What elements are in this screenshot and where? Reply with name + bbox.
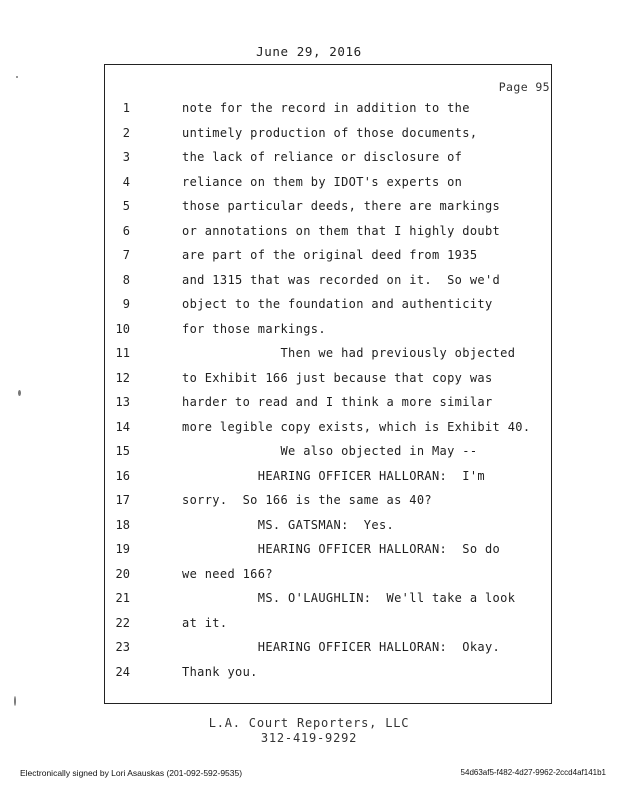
scan-speck [14,696,16,706]
line-text: HEARING OFFICER HALLORAN: Okay. [182,640,501,654]
line-text: We also objected in May -- [182,444,478,458]
line-text: HEARING OFFICER HALLORAN: So do [182,542,501,556]
line-number: 2 [122,125,130,140]
transcript-line [104,319,552,339]
transcript-line [104,515,552,535]
transcript-date: June 29, 2016 [256,44,362,59]
line-number: 10 [115,321,130,336]
line-text: object to the foundation and authenticity [182,297,493,311]
line-number: 11 [115,346,130,360]
transcript-line [104,196,552,216]
line-text: MS. O'LAUGHLIN: We'll take a look [182,591,516,605]
line-text: more legible copy exists, which is Exhibit 40. [182,419,531,434]
line-number: 4 [122,174,130,189]
transcript-line [104,147,552,167]
line-text: note for the record in addition to the [182,101,470,115]
transcript-line [104,564,552,584]
line-text: harder to read and I think a more similar [182,395,493,409]
line-text: for those markings. [182,321,326,336]
line-text: untimely production of those documents, [182,125,478,140]
scan-speck [16,76,18,78]
court-reporter-name: L.A. Court Reporters, LLC [208,716,410,730]
line-number: 7 [122,248,130,262]
transcript-line [104,98,552,118]
line-number: 24 [115,664,130,679]
transcript-line [104,466,552,486]
line-number: 14 [115,419,130,434]
line-text: reliance on them by IDOT's experts on [182,174,463,189]
line-number: 15 [115,444,130,458]
transcript-line [104,490,552,510]
line-text: those particular deeds, there are markings [182,199,501,213]
line-number: 23 [115,640,130,654]
transcript-line [104,588,552,608]
line-number: 3 [122,150,130,164]
transcript-line [104,123,552,143]
line-number: 16 [115,468,130,483]
line-number: 9 [122,297,130,311]
line-text: are part of the original deed from 1935 [182,248,478,262]
transcript-line [104,392,552,412]
line-number: 19 [115,542,130,556]
scan-speck [18,390,21,396]
page-number: Page 95 [498,80,550,94]
line-number: 20 [115,566,130,581]
line-number: 5 [122,199,130,213]
line-text: the lack of reliance or disclosure of [182,150,463,164]
line-text: or annotations on them that I highly doubt [182,223,501,238]
line-text: and 1315 that was recorded on it. So we'd [182,272,501,287]
line-text: to Exhibit 166 just because that copy was [182,370,493,385]
court-reporter-phone: 312-419-9292 [260,731,358,745]
transcript-line [104,417,552,437]
transcript-line [104,613,552,633]
line-number: 17 [115,493,130,507]
line-text: MS. GATSMAN: Yes. [182,517,395,532]
transcript-line [104,637,552,657]
transcript-line [104,441,552,461]
line-number: 6 [122,223,130,238]
transcript-line [104,662,552,682]
line-text: we need 166? [182,566,273,581]
line-text: HEARING OFFICER HALLORAN: I'm [182,468,485,483]
transcript-line [104,270,552,290]
line-text: sorry. So 166 is the same as 40? [182,493,432,507]
transcript-line [104,294,552,314]
line-number: 21 [115,591,130,605]
transcript-line [104,221,552,241]
transcript-line [104,539,552,559]
transcript-line [104,172,552,192]
document-id: 54d63af5-f482-4d27-9962-2ccd4af141b1 [460,768,606,777]
line-number: 18 [115,517,130,532]
transcript-line [104,343,552,363]
line-number: 12 [115,370,130,385]
line-text: Then we had previously objected [182,346,516,360]
line-number: 13 [115,395,130,409]
line-text: Thank you. [182,664,258,679]
line-number: 8 [122,272,130,287]
line-number: 1 [122,101,130,115]
transcript-line [104,245,552,265]
electronic-signature: Electronically signed by Lori Asauskas (201-092-592-9535) [20,768,243,778]
line-text: at it. [182,615,228,630]
transcript-line [104,368,552,388]
line-number: 22 [115,615,130,630]
